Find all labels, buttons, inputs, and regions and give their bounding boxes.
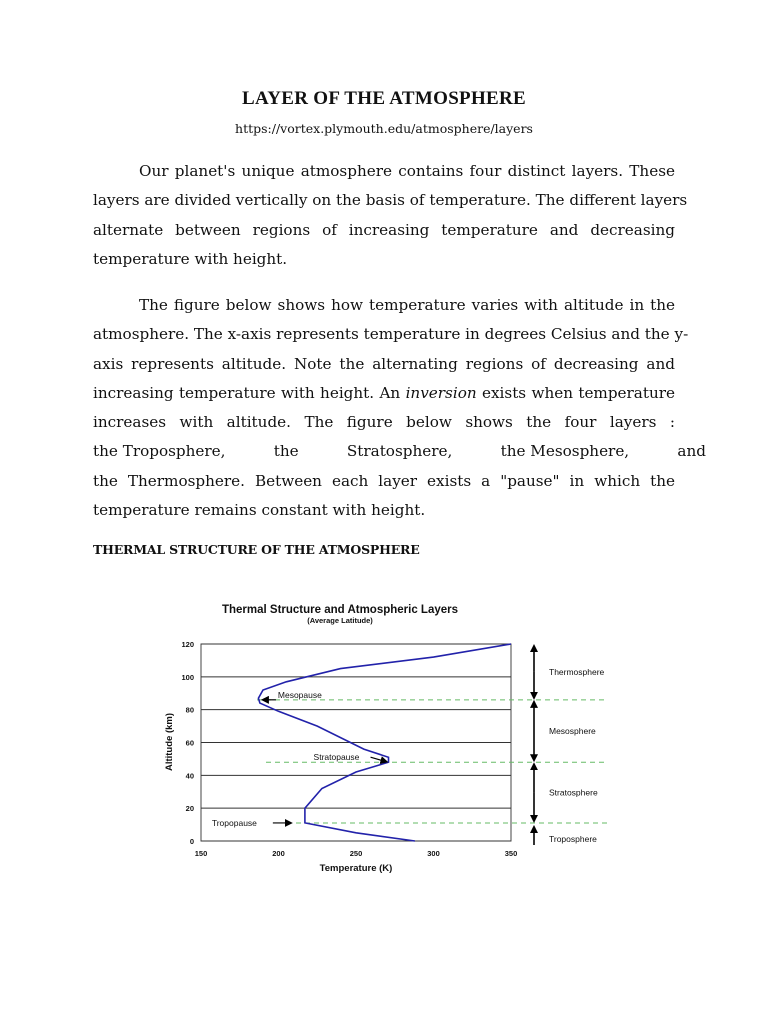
plot-frame: [201, 644, 511, 841]
layer-name-label: Thermosphere: [549, 666, 605, 677]
paragraph-line: The figure below shows how temperature varies with altitude in the: [139, 296, 675, 314]
layer-labels: [534, 648, 605, 845]
intro-paragraph: [93, 157, 688, 274]
y-tick-label: 60: [185, 738, 194, 748]
paragraph-line: [93, 379, 675, 408]
paragraph-line: axis represents altitude. Note the alternating regions of decreasing and: [93, 354, 675, 373]
stratopause-label: Stratopause: [313, 752, 360, 763]
chart-subtitle: (Average Latitude): [307, 616, 373, 625]
y-tick-label: 80: [185, 705, 194, 715]
x-tick-label: 250: [349, 849, 363, 858]
paragraph-line: the Troposphere, the Stratosphere, the Mesosphere, and: [93, 442, 706, 461]
y-tick-label: 100: [181, 672, 194, 682]
paragraph-line: increases with altitude. The figure below shows the four layers :: [93, 413, 675, 432]
x-tick-label: 150: [194, 849, 208, 858]
document-title: LAYER OF THE ATMOSPHERE: [241, 88, 527, 109]
paragraph-line: Our planet's unique atmosphere contains four distinct layers. These: [139, 162, 675, 180]
y-axis-label: Altitude (km): [164, 712, 175, 772]
temperature-profile-line: [258, 644, 511, 841]
tick-labels: [181, 640, 517, 858]
pause-annotations: [212, 690, 385, 828]
tropopause-label: Tropopause: [211, 817, 257, 828]
stratopause-arrow: [371, 757, 385, 761]
layer-name-label: Stratosphere: [549, 787, 598, 798]
paragraph-line: atmosphere. The x-axis represents temperature in degrees Celsius and the y-: [93, 325, 689, 344]
paragraph-line: temperature remains constant with height.: [93, 501, 426, 520]
inversion-term: inversion: [405, 383, 477, 402]
section-heading: THERMAL STRUCTURE OF THE ATMOSPHERE: [93, 542, 420, 557]
paragraph-line: alternate between regions of increasing temperature and decreasing: [93, 220, 675, 239]
paragraph-line: layers are divided vertically on the basis of temperature. The different layers: [93, 191, 688, 210]
x-tick-label: 300: [427, 849, 440, 858]
y-tick-label: 20: [185, 804, 194, 814]
x-tick-label: 200: [272, 849, 285, 858]
line-text: increasing temperature with height. An: [93, 383, 401, 402]
layer-boundaries: [257, 700, 608, 823]
line-text: exists when temperature: [481, 383, 675, 402]
layer-name-label: Mesosphere: [549, 726, 596, 737]
layer-name-label: Troposphere: [549, 834, 597, 844]
paragraph-line: the Thermosphere. Between each layer exists a "pause" in which the: [93, 471, 675, 490]
source-url[interactable]: https://vortex.plymouth.edu/atmosphere/layers: [235, 121, 533, 136]
y-tick-label: 40: [185, 771, 194, 781]
figure-description-paragraph: [93, 291, 706, 525]
y-tick-label: 0: [189, 837, 194, 846]
chart-title: Thermal Structure and Atmospheric Layers: [221, 604, 459, 616]
mesopause-label: Mesopause: [277, 689, 322, 700]
x-tick-label: 350: [504, 849, 518, 858]
y-tick-label: 120: [181, 640, 194, 649]
paragraph-line: temperature with height.: [93, 249, 288, 268]
x-axis-label: Temperature (K): [319, 863, 393, 874]
grid-layer: [201, 644, 511, 841]
